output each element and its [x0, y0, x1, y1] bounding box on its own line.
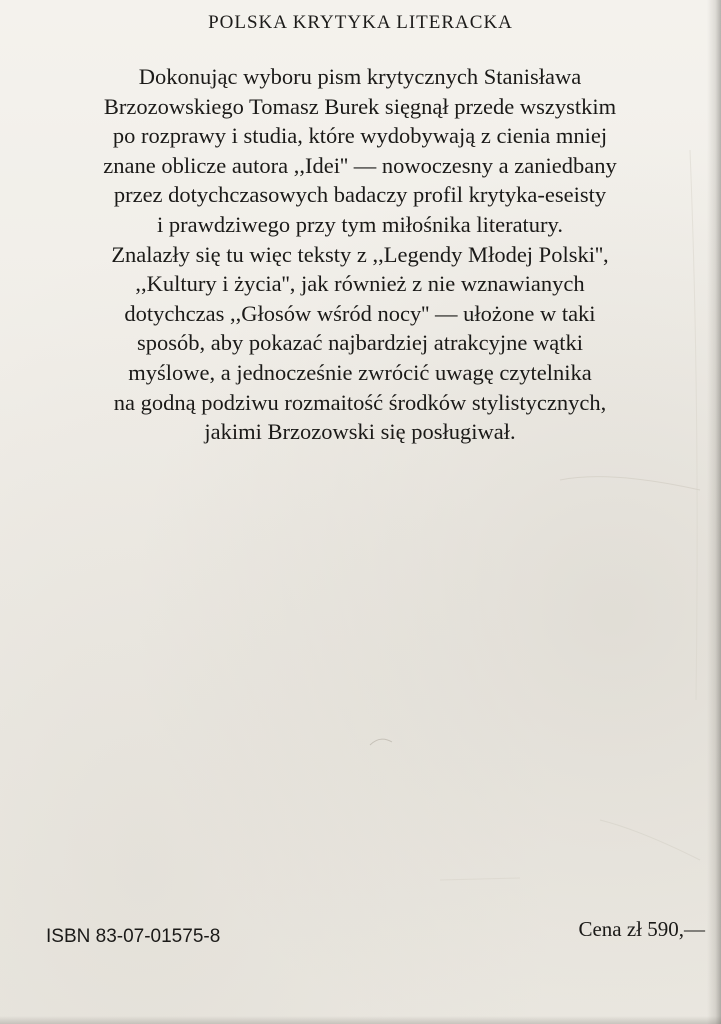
blurb-line: na godną podziwu rozmaitość środków stylistycznych, — [113, 389, 607, 415]
isbn-number: ISBN 83-07-01575-8 — [46, 926, 221, 947]
series-title: POLSKA KRYTYKA LITERACKA — [208, 12, 513, 33]
blurb-line: ,,Kultury i życia'', jak również z nie wznawianych — [135, 271, 585, 297]
blurb-line: Dokonując wyboru pism krytycznych Stanisława — [138, 64, 582, 89]
blurb-line: przez dotychczasowych badaczy profil krytyka-eseisty — [113, 182, 607, 208]
blurb-line: jakimi Brzozowski się posługiwał. — [204, 419, 516, 445]
blurb-line: Brzozowskiego Tomasz Burek sięgnął przede wszystkim — [103, 93, 617, 119]
blurb-line: znane oblicze autora ,,Idei'' — nowoczesny a zaniedbany — [103, 152, 617, 178]
blurb-line: myślowe, a jednocześnie zwrócić uwagę czytelnika — [128, 359, 592, 385]
blurb-line: po rozprawy i studia, które wydobywają z cienia mniej — [112, 123, 608, 149]
blurb-line: i prawdziwego przy tym miłośnika literatury. — [157, 211, 563, 237]
blurb-line: sposób, aby pokazać najbardziej atrakcyjne wątki — [136, 330, 584, 356]
blurb-line: dotychczas ,,Głosów wśród nocy'' — ułożone w taki — [124, 300, 596, 326]
price-label: Cena zł 590,— — [578, 917, 705, 941]
cover-edge-shadow — [707, 0, 721, 1024]
blurb-paragraph — [14, 62, 706, 447]
blurb-line: Znalazły się tu więc teksty z ,,Legendy Młodej Polski'', — [111, 241, 609, 267]
cover-bottom-shadow — [0, 1016, 721, 1024]
